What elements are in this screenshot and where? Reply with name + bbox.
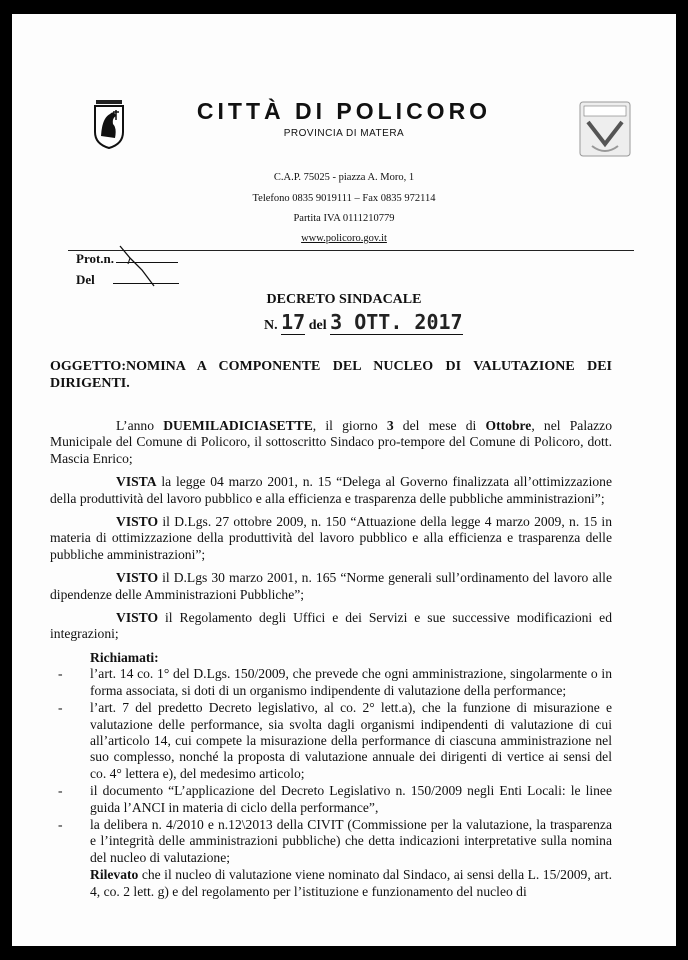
prot-label: Prot.n. xyxy=(76,251,115,266)
subject-heading: OGGETTO:NOMINA A COMPONENTE DEL NUCLEO DI VALUTAZIONE DEI DIRIGENTI. xyxy=(50,359,612,391)
decree-number: 17 xyxy=(281,310,306,334)
citta-della-pace-seal-icon xyxy=(578,100,632,160)
vat-line: Partita IVA 0111210779 xyxy=(293,213,395,224)
protocol-date-field xyxy=(76,272,179,288)
rilevato-paragraph: Rilevato che il nucleo di valutazione viene nominato dal Sindaco, ai sensi della L. 15/2009, art. 4, co. 2 lett. g) e del regolamento per l’istituzione e funzionamento del nucleo di xyxy=(90,867,612,899)
decree-date: 3 OTT. 2017 xyxy=(330,310,463,334)
decree-number-line xyxy=(264,310,463,335)
document-page xyxy=(12,14,676,946)
decree-title: DECRETO SINDACALE xyxy=(266,292,422,307)
list-item: - la delibera n. 4/2010 e n.12\2013 della CIVIT (Commissione per la valutazione, la trasparenza e l’integrità delle amministrazioni pubbliche) che detta indicazioni interpretative sulla nomina del nucleo di valutazione; xyxy=(58,816,612,865)
richiamati-list xyxy=(50,666,612,866)
visto-dlgs150-paragraph: VISTO il D.Lgs. 27 ottobre 2009, n. 150 “Attuazione della legge 4 marzo 2009, n. 15 in materia di ottimizzazione della produttività del lavoro pubblico e alla efficienza e trasparenza delle pubbliche amministrazioni”; xyxy=(50,514,612,562)
city-title: CITTÀ DI POLICORO xyxy=(196,98,492,124)
decree-n-label: N. xyxy=(264,318,278,333)
decree-del-label: del xyxy=(308,318,327,333)
visto-regolamento-paragraph: VISTO il Regolamento degli Uffici e dei Servizi e sue successive modificazioni ed integrazioni; xyxy=(50,610,612,642)
richiamati-heading: Richiamati: xyxy=(90,649,159,665)
vista-paragraph: VISTA la legge 04 marzo 2001, n. 15 “Delega al Governo finalizzata all’ottimizzazione della produttività del lavoro pubblico e alla efficienza e trasparenza delle pubbliche amministrazioni”; xyxy=(50,474,612,506)
list-item: - il documento “L’applicazione del Decreto Legislativo n. 150/2009 negli Enti Locali: le linee guida l’ANCI in materia di ciclo della performance”, xyxy=(58,783,612,815)
document-body xyxy=(50,418,612,900)
website-link[interactable]: www.policoro.gov.it xyxy=(301,233,387,244)
list-item: - l’art. 7 del predetto Decreto legislativo, al co. 2° lett.a), che la funzione di misurazione e valutazione delle performance, sia svolta dagli organismi indipendenti di valutazione di cui all’articolo 14, cui compete la misurazione della performance di ciascuna amministrazione nel suo complesso, nonché la proposta di valutazione annuale dei dirigenti di vertice ai sensi del co. 4° lettera e), del medesimo articolo; xyxy=(58,700,612,781)
del-blank-line xyxy=(113,273,179,284)
list-item: - l’art. 14 co. 1° del D.Lgs. 150/2009, che prevede che ogni amministrazione, singolarmente o in forma associata, si doti di un organismo indipendente di valutazione della performance; xyxy=(58,666,612,698)
province-subtitle: PROVINCIA DI MATERA xyxy=(283,128,405,139)
del-label: Del xyxy=(76,272,95,287)
phone-line: Telefono 0835 9019111 – Fax 0835 972114 xyxy=(252,193,436,204)
address-line: C.A.P. 75025 - piazza A. Moro, 1 xyxy=(273,172,415,183)
visto-dlgs165-paragraph: VISTO il D.Lgs 30 marzo 2001, n. 165 “Norme generali sull’ordinamento del lavoro alle dipendenze delle Amministrazioni Pubbliche”; xyxy=(50,570,612,602)
opening-paragraph: L’anno DUEMILADICIASETTE, il giorno 3 del mese di Ottobre, nel Palazzo Municipale del Comune di Policoro, il sottoscritto Sindaco pro-tempore del Comune di Policoro, dott. Mascia Enrico; xyxy=(50,418,612,466)
